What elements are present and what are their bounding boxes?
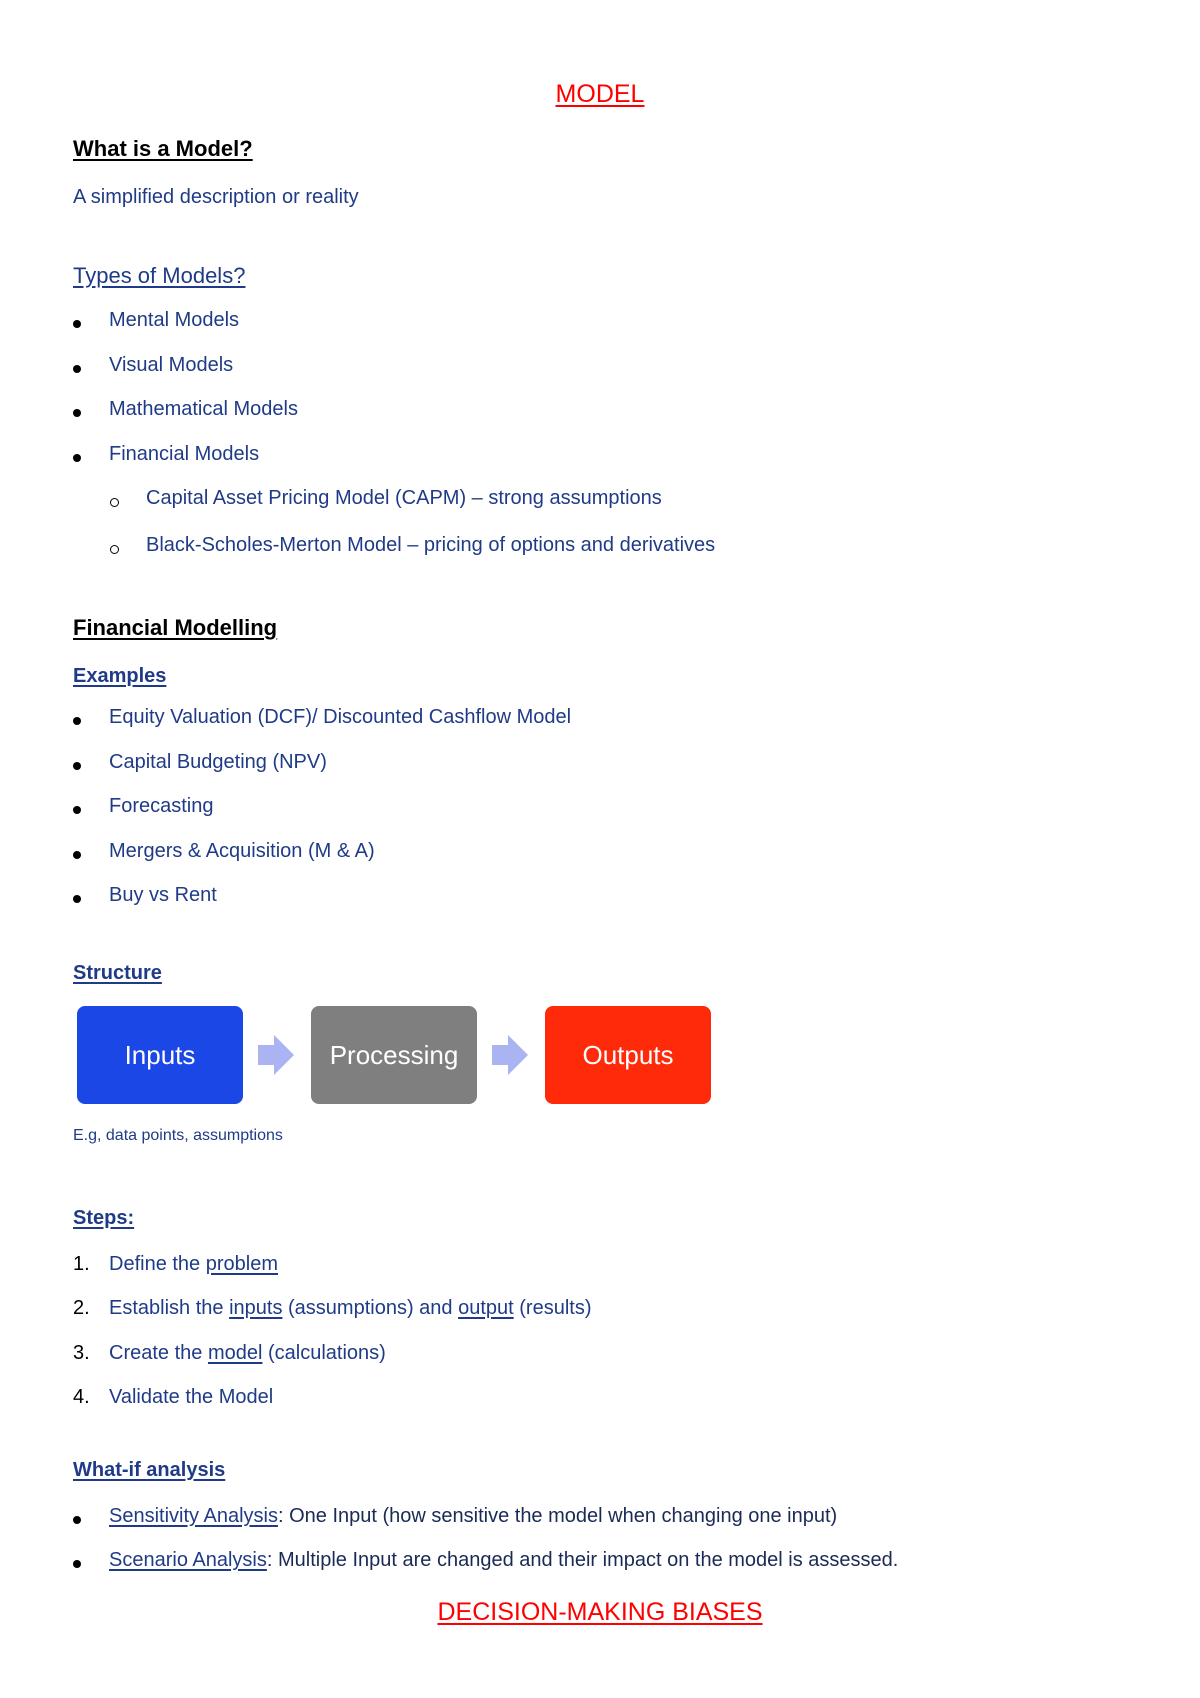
step-underlined: model bbox=[207, 1342, 263, 1364]
step-text: Create the bbox=[109, 1342, 208, 1364]
what-is-answer: A simplified description or reality bbox=[73, 186, 359, 208]
list-item: Capital Budgeting (NPV) bbox=[109, 751, 327, 773]
processing-box bbox=[311, 1006, 477, 1104]
step-text: Establish the bbox=[109, 1297, 230, 1319]
bullet-icon bbox=[73, 1516, 81, 1524]
next-section-title: DECISION-MAKING BIASES bbox=[437, 1598, 763, 1626]
step-text: Define the bbox=[109, 1253, 206, 1275]
processing-box-label: Processing bbox=[329, 1039, 459, 1070]
structure-heading: Structure bbox=[73, 962, 162, 984]
step-text: (assumptions) and bbox=[282, 1297, 459, 1319]
list-item: Mathematical Models bbox=[109, 398, 298, 420]
bullet-icon bbox=[73, 409, 81, 417]
step-item bbox=[109, 1297, 592, 1320]
structure-caption: E.g, data points, assumptions bbox=[73, 1127, 283, 1144]
bullet-icon bbox=[73, 851, 81, 859]
bullet-icon bbox=[73, 762, 81, 770]
step-number: 2. bbox=[73, 1297, 90, 1319]
inputs-box-label: Inputs bbox=[124, 1039, 196, 1070]
what-if-desc: : Multiple Input are changed and their impact on the model is assessed. bbox=[266, 1549, 899, 1571]
list-item: Mergers & Acquisition (M & A) bbox=[109, 840, 375, 862]
step-text: (calculations) bbox=[262, 1342, 386, 1364]
step-item bbox=[109, 1253, 278, 1276]
step-underlined: problem bbox=[205, 1253, 278, 1275]
outputs-box bbox=[545, 1006, 711, 1104]
what-if-desc: : One Input (how sensitive the model when changing one input) bbox=[277, 1505, 838, 1527]
bullet-icon bbox=[73, 320, 81, 328]
step-text: (results) bbox=[513, 1297, 592, 1319]
sub-list-item: Capital Asset Pricing Model (CAPM) – strong assumptions bbox=[146, 487, 662, 509]
step-text: Validate the Model bbox=[109, 1386, 274, 1408]
list-item: Forecasting bbox=[109, 795, 214, 817]
arrow-right-icon bbox=[492, 1035, 528, 1075]
bullet-icon bbox=[73, 806, 81, 814]
list-item: Mental Models bbox=[109, 309, 240, 331]
list-item: Financial Models bbox=[109, 443, 260, 465]
what-if-term: Sensitivity Analysis bbox=[109, 1505, 278, 1527]
financial-modelling-heading: Financial Modelling bbox=[73, 615, 278, 640]
step-item bbox=[109, 1386, 273, 1409]
inputs-box bbox=[77, 1006, 243, 1104]
what-if-term: Scenario Analysis bbox=[109, 1549, 267, 1571]
list-item: Visual Models bbox=[109, 354, 234, 376]
list-item: Buy vs Rent bbox=[109, 884, 217, 906]
page-title: MODEL bbox=[555, 80, 645, 108]
examples-heading: Examples bbox=[73, 665, 167, 687]
what-is-heading: What is a Model? bbox=[73, 136, 253, 161]
sub-bullet-icon bbox=[110, 498, 119, 507]
step-item bbox=[109, 1342, 386, 1365]
step-number: 1. bbox=[73, 1253, 90, 1275]
what-if-item bbox=[109, 1505, 837, 1528]
bullet-icon bbox=[73, 454, 81, 462]
bullet-icon bbox=[73, 895, 81, 903]
types-heading: Types of Models? bbox=[73, 263, 246, 288]
steps-heading: Steps: bbox=[73, 1207, 135, 1229]
bullet-icon bbox=[73, 1560, 81, 1568]
step-underlined: output bbox=[458, 1297, 514, 1319]
arrow-right-icon bbox=[258, 1035, 294, 1075]
step-number: 4. bbox=[73, 1386, 90, 1408]
bullet-icon bbox=[73, 365, 81, 373]
step-number: 3. bbox=[73, 1342, 90, 1364]
bullet-icon bbox=[73, 717, 81, 725]
what-if-item bbox=[109, 1549, 898, 1572]
sub-bullet-icon bbox=[110, 545, 119, 554]
outputs-box-label: Outputs bbox=[582, 1039, 674, 1070]
step-underlined: inputs bbox=[229, 1297, 283, 1319]
list-item: Equity Valuation (DCF)/ Discounted Cashflow Model bbox=[109, 706, 572, 728]
sub-list-item: Black-Scholes-Merton Model – pricing of options and derivatives bbox=[146, 534, 716, 556]
what-if-heading: What-if analysis bbox=[73, 1459, 226, 1481]
